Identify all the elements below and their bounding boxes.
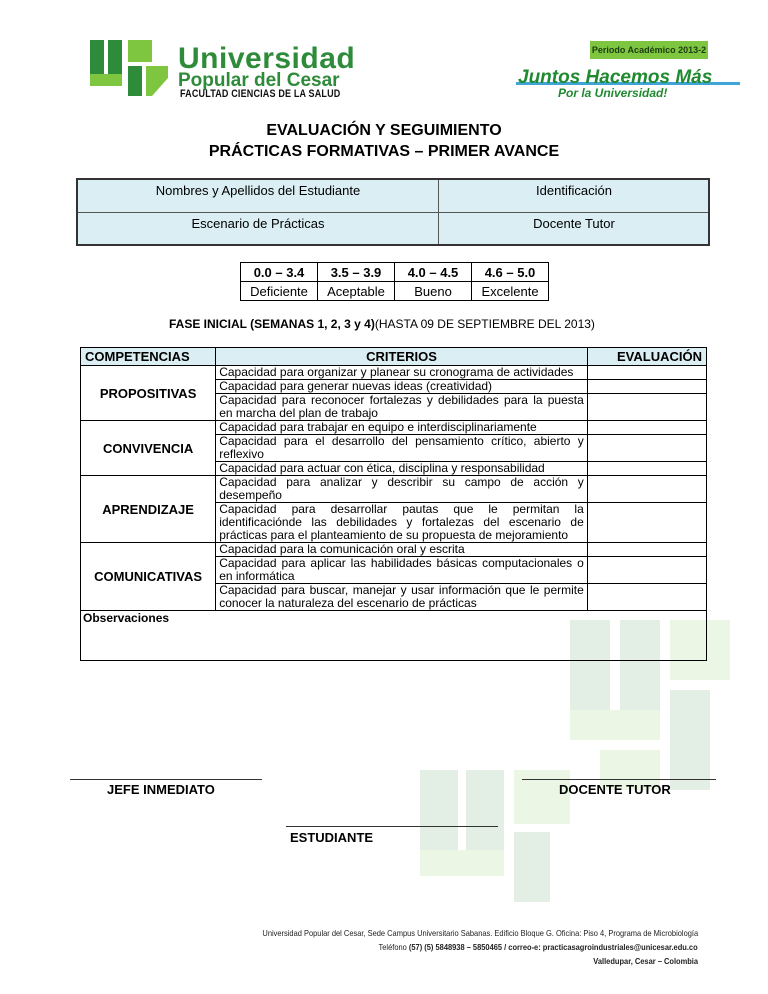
table-row (81, 421, 707, 435)
criterio-cell: Capacidad para el desarrollo del pensamiento crítico, abierto y reflexivo (216, 435, 588, 462)
footer-city (593, 956, 698, 966)
footer-city-text: Valledupar, Cesar – Colombia (593, 956, 698, 966)
header-competencias: COMPETENCIAS (81, 348, 216, 366)
signature-label-estudiante: ESTUDIANTE (290, 830, 374, 845)
competencia-cell: CONVIVENCIA (81, 421, 216, 476)
criterio-cell: Capacidad para buscar, manejar y usar información que le permite conocer la naturaleza del escenario de prácticas (216, 584, 588, 611)
table-row (81, 543, 707, 557)
phase-label-bold: FASE INICIAL (SEMANAS 1, 2, 3 y 4) (169, 317, 375, 331)
scale-label: Excelente (472, 282, 549, 301)
signature-label-jefe: JEFE INMEDIATO (107, 782, 215, 797)
signature-line-estudiante (286, 826, 498, 827)
identification-field[interactable]: Identificación (536, 183, 612, 198)
table-row (81, 366, 707, 380)
tutor-field[interactable]: Docente Tutor (533, 216, 615, 231)
scale-range: 3.5 – 3.9 (318, 263, 395, 282)
criterio-cell: Capacidad para organizar y planear su cronograma de actividades (216, 366, 588, 380)
slogan-main: Juntos Hacemos Más (518, 67, 713, 88)
criterio-cell: Capacidad para analizar y describir su campo de acción y desempeño (216, 476, 588, 503)
table-header-row (81, 348, 707, 366)
evaluation-input[interactable] (587, 557, 706, 584)
signature-line-docente (522, 779, 716, 780)
scale-label: Aceptable (318, 282, 395, 301)
phase-label-date: (HASTA 09 DE SEPTIEMBRE DEL 2013) (374, 317, 595, 331)
criterio-cell: Capacidad para reconocer fortalezas y debilidades para la puesta en marcha del plan de trabajo (216, 394, 588, 421)
criterio-cell: Capacidad para desarrollar pautas que le permitan la identificaciónde las debilidades y fortalezas del escenario de prácticas para el planteamiento de su propuesta de mejoramiento (216, 503, 588, 543)
scale-range: 4.6 – 5.0 (472, 263, 549, 282)
slogan-sub: Por la Universidad! (558, 86, 668, 100)
faculty-label: FACULTAD CIENCIAS DE LA SALUD (180, 88, 341, 100)
criterio-cell: Capacidad para trabajar en equipo e interdisciplinariamente (216, 421, 588, 435)
footer-contact (379, 942, 698, 952)
competencia-cell: APRENDIZAJE (81, 476, 216, 543)
scale-label: Bueno (395, 282, 472, 301)
footer-phone-email: (57) (5) 5848938 – 5850465 / correo-e: practicasagroindustriales@unicesar.edu.co (409, 942, 698, 952)
competencia-cell: COMUNICATIVAS (81, 543, 216, 611)
evaluation-input[interactable] (587, 543, 706, 557)
student-info-table (76, 178, 710, 246)
criterio-cell: Capacidad para la comunicación oral y escrita (216, 543, 588, 557)
grading-scale-table (240, 262, 549, 301)
observations-row (81, 611, 707, 661)
criterio-cell: Capacidad para actuar con ética, disciplina y responsabilidad (216, 462, 588, 476)
footer-address: Universidad Popular del Cesar, Sede Campus Universitario Sabanas. Edificio Bloque G. Oficina: Piso 4, Programa de Microbiología (262, 928, 698, 938)
footer-phone-label: Teléfono (378, 942, 408, 952)
evaluation-input[interactable] (587, 462, 706, 476)
watermark-logo-bottom (410, 760, 580, 910)
evaluation-input[interactable] (587, 366, 706, 380)
phase-label (169, 317, 595, 331)
evaluation-input[interactable] (587, 476, 706, 503)
signature-line-jefe (70, 779, 262, 780)
header-criterios: CRITERIOS (216, 348, 588, 366)
scale-label: Deficiente (241, 282, 318, 301)
signature-label-docente: DOCENTE TUTOR (559, 782, 671, 797)
evaluation-input[interactable] (587, 503, 706, 543)
evaluation-input[interactable] (587, 584, 706, 611)
evaluation-input[interactable] (587, 380, 706, 394)
document-subtitle: PRÁCTICAS FORMATIVAS – PRIMER AVANCE (208, 143, 560, 160)
university-name: Universidad (178, 42, 356, 75)
criterio-cell: Capacidad para generar nuevas ideas (creatividad) (216, 380, 588, 394)
info-divider-horizontal (78, 212, 708, 213)
document-title: EVALUACIÓN Y SEGUIMIENTO (266, 122, 502, 139)
university-subname: Popular del Cesar (178, 70, 340, 91)
evaluation-input[interactable] (587, 421, 706, 435)
evaluation-input[interactable] (587, 394, 706, 421)
student-name-field[interactable]: Nombres y Apellidos del Estudiante (155, 183, 361, 198)
observations-field[interactable]: Observaciones (81, 611, 707, 661)
practice-scenario-field[interactable]: Escenario de Prácticas (191, 216, 325, 231)
table-row (81, 476, 707, 503)
criterio-cell: Capacidad para aplicar las habilidades básicas computacionales o en informática (216, 557, 588, 584)
academic-period-badge: Periodo Académico 2013-2 (590, 41, 708, 59)
university-logo-icon (88, 38, 170, 100)
evaluation-input[interactable] (587, 435, 706, 462)
competencia-cell: PROPOSITIVAS (81, 366, 216, 421)
scale-range: 4.0 – 4.5 (395, 263, 472, 282)
evaluation-table (80, 347, 707, 661)
scale-range: 0.0 – 3.4 (241, 263, 318, 282)
header-evaluacion: EVALUACIÓN (587, 348, 706, 366)
